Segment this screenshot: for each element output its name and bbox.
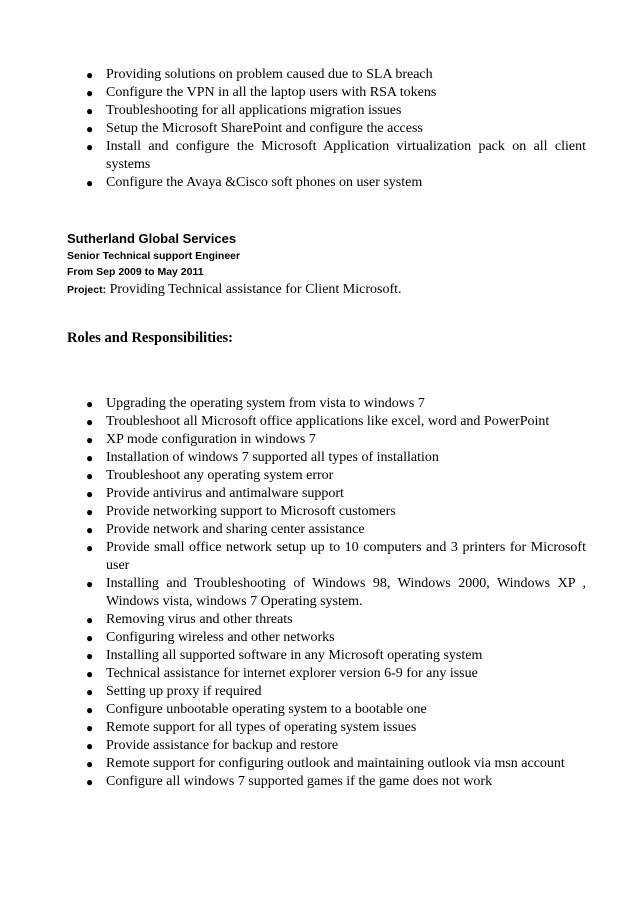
bullet-icon: ●: [86, 631, 94, 645]
bullet-icon: ●: [86, 577, 94, 591]
list-item: [0, 575, 638, 611]
bullet-icon: ●: [86, 469, 94, 483]
bullet-icon: ●: [86, 86, 94, 100]
responsibilities-list: [0, 395, 638, 791]
list-item: [0, 665, 638, 683]
list-item-text: Setting up proxy if required: [106, 684, 262, 699]
list-item: [0, 84, 638, 102]
project-line: [67, 282, 402, 298]
list-item: [0, 66, 638, 84]
list-item-text: Troubleshoot all Microsoft office applications like excel, word and PowerPoint: [106, 414, 550, 429]
list-item: [0, 737, 638, 755]
list-item: [0, 174, 638, 192]
bullet-icon: ●: [86, 703, 94, 717]
bullet-icon: ●: [86, 685, 94, 699]
list-item: [0, 120, 638, 138]
bullet-icon: ●: [86, 176, 94, 190]
job-title: Senior Technical support Engineer: [67, 250, 241, 262]
bullet-icon: ●: [86, 721, 94, 735]
bullet-icon: ●: [86, 739, 94, 753]
list-item: [0, 701, 638, 719]
bullet-icon: ●: [86, 613, 94, 627]
list-item-text: Troubleshooting for all applications migration issues: [106, 103, 402, 118]
list-item: [0, 503, 638, 521]
list-item: [0, 539, 638, 575]
list-item-text: Install and configure the Microsoft Application virtualization pack on all client systems: [106, 139, 586, 172]
bullet-icon: ●: [86, 104, 94, 118]
list-item-text: Provide antivirus and antimalware support: [106, 486, 344, 501]
list-item-text: Configure all windows 7 supported games if the game does not work: [106, 774, 493, 789]
list-item: [0, 647, 638, 665]
list-item-text: Providing solutions on problem caused due to SLA breach: [106, 67, 433, 82]
list-item-text: Provide network and sharing center assistance: [106, 522, 365, 537]
list-item-text: Configuring wireless and other networks: [106, 630, 335, 645]
list-item: [0, 629, 638, 647]
bullet-icon: ●: [86, 523, 94, 537]
bullet-icon: ●: [86, 487, 94, 501]
company-name: Sutherland Global Services: [67, 231, 237, 246]
list-item: [0, 467, 638, 485]
bullet-icon: ●: [86, 397, 94, 411]
list-item-text: Configure unbootable operating system to a bootable one: [106, 702, 427, 717]
list-item: [0, 683, 638, 701]
bullet-icon: ●: [86, 505, 94, 519]
bullet-icon: ●: [86, 433, 94, 447]
list-item-text: Setup the Microsoft SharePoint and configure the access: [106, 121, 423, 136]
bullet-icon: ●: [86, 68, 94, 82]
bullet-icon: ●: [86, 667, 94, 681]
list-item: [0, 102, 638, 120]
employment-dates: From Sep 2009 to May 2011: [67, 266, 204, 278]
bullet-icon: ●: [86, 415, 94, 429]
list-item: [0, 449, 638, 467]
list-item-text: Upgrading the operating system from vista to windows 7: [106, 396, 425, 411]
list-item-text: Configure the VPN in all the laptop users with RSA tokens: [106, 85, 437, 100]
list-item-text: Installing and Troubleshooting of Windows 98, Windows 2000, Windows XP , Windows vista, windows 7 Operating system.: [106, 576, 586, 609]
bullet-icon: ●: [86, 122, 94, 136]
bullet-icon: ●: [86, 757, 94, 771]
list-item-text: Installing all supported software in any Microsoft operating system: [106, 648, 483, 663]
responsibilities-list-previous: [0, 66, 638, 192]
list-item-text: Provide small office network setup up to 10 computers and 3 printers for Microsoft user: [106, 540, 586, 573]
bullet-icon: ●: [86, 649, 94, 663]
project-description: Providing Technical assistance for Client Microsoft.: [106, 282, 402, 297]
bullet-icon: ●: [86, 541, 94, 555]
list-item: [0, 773, 638, 791]
list-item: [0, 521, 638, 539]
list-item-text: Provide networking support to Microsoft customers: [106, 504, 396, 519]
list-item-text: Provide assistance for backup and restore: [106, 738, 339, 753]
list-item-text: Troubleshoot any operating system error: [106, 468, 334, 483]
bullet-icon: ●: [86, 140, 94, 154]
list-item: [0, 755, 638, 773]
list-item-text: Remote support for configuring outlook and maintaining outlook via msn account: [106, 756, 565, 771]
list-item-text: Remote support for all types of operating system issues: [106, 720, 417, 735]
list-item-text: XP mode configuration in windows 7: [106, 432, 316, 447]
list-item: [0, 611, 638, 629]
bullet-icon: ●: [86, 451, 94, 465]
list-item: [0, 719, 638, 737]
list-item-text: Configure the Avaya &Cisco soft phones on user system: [106, 175, 423, 190]
list-item-text: Technical assistance for internet explorer version 6-9 for any issue: [106, 666, 478, 681]
list-item: [0, 138, 638, 174]
bullet-icon: ●: [86, 775, 94, 789]
list-item: [0, 485, 638, 503]
project-label: Project:: [67, 284, 107, 296]
list-item: [0, 413, 638, 431]
list-item-text: Installation of windows 7 supported all types of installation: [106, 450, 439, 465]
list-item: [0, 431, 638, 449]
roles-heading: Roles and Responsibilities:: [67, 330, 233, 346]
list-item: [0, 395, 638, 413]
list-item-text: Removing virus and other threats: [106, 612, 293, 627]
